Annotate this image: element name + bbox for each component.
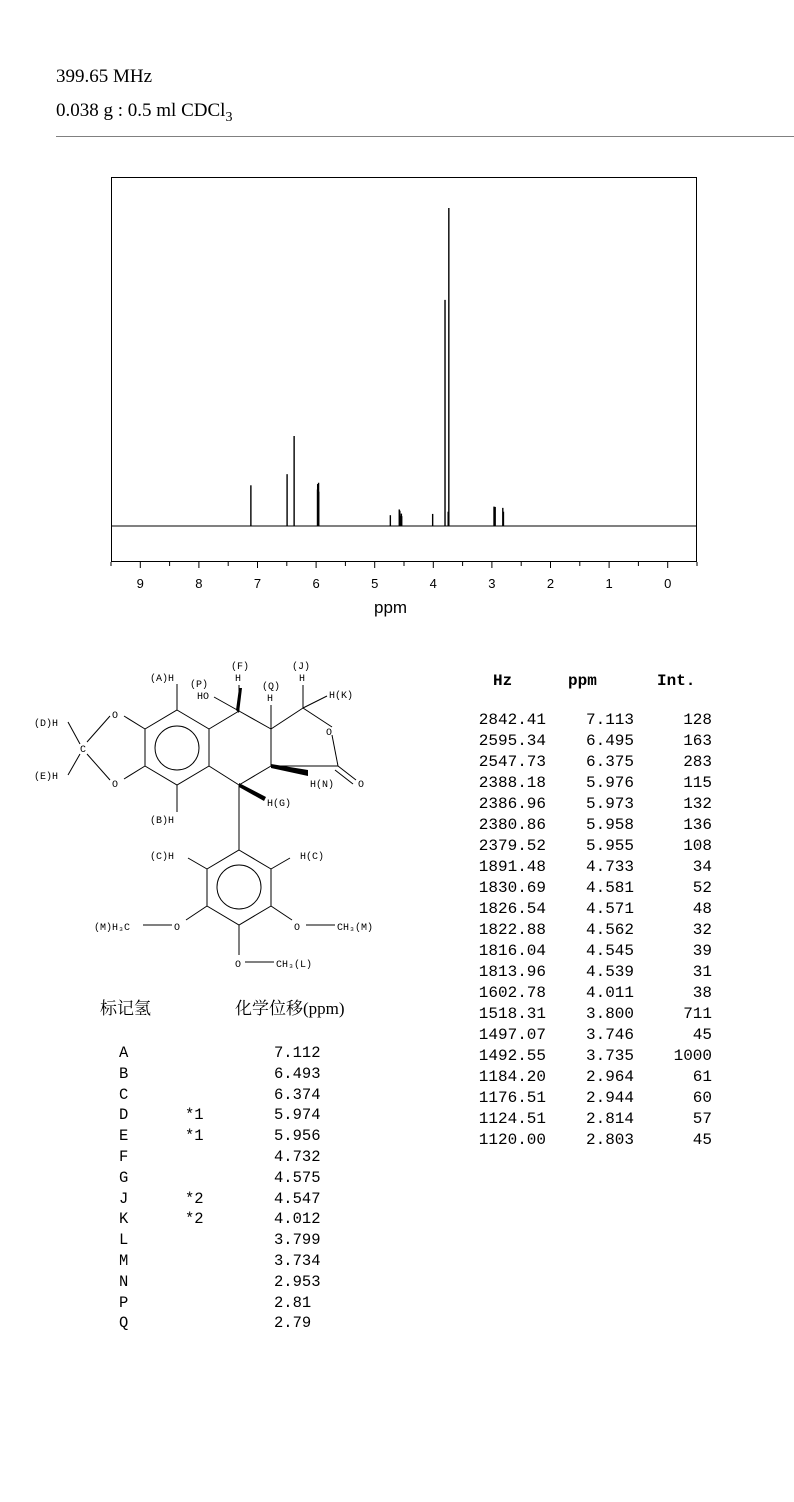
x-tick-label: 1 (605, 576, 613, 591)
peak-table-row (460, 963, 720, 984)
peak-int: 60 (692, 1089, 712, 1107)
peak-hz: 2842.41 (478, 711, 546, 729)
aromatic-circle-top (155, 726, 199, 770)
peak-layer (251, 208, 504, 526)
peak-ppm: 4.545 (585, 942, 634, 960)
assignment-label: N (119, 1272, 129, 1291)
peak-ppm: 3.735 (585, 1047, 634, 1065)
assignment-label: A (119, 1044, 129, 1062)
peak-hz: 1492.55 (478, 1047, 546, 1065)
peak-table-row (460, 984, 720, 1005)
assignment-shift: 7.112 (274, 1044, 321, 1062)
col-header-hz: Hz (493, 672, 513, 690)
peak-hz: 1184.20 (478, 1068, 546, 1086)
assignment-shift: 3.799 (274, 1231, 321, 1250)
peak-ppm: 5.976 (585, 774, 634, 792)
assignment-label: P (119, 1293, 129, 1312)
peak-table-row (460, 1047, 720, 1068)
peak-ppm: 3.800 (585, 1005, 634, 1023)
label-f: (F) (231, 662, 250, 673)
peak-table-row (460, 858, 720, 879)
label-q: (Q) (262, 682, 281, 693)
peak-int: 283 (683, 753, 712, 771)
assignment-shift: 2.81 (274, 1293, 312, 1312)
peak-int: 57 (692, 1110, 712, 1128)
structure-bonds (68, 684, 356, 962)
assignment-note: *2 (185, 1189, 204, 1208)
peak-ppm: 4.733 (585, 858, 634, 876)
peak-int: 38 (692, 984, 712, 1002)
peak-hz: 1891.48 (478, 858, 546, 876)
assignment-shift: 4.547 (274, 1189, 321, 1208)
peak-table-row (460, 1005, 720, 1026)
assignment-shift: 4.575 (274, 1168, 321, 1187)
peak-table-row (460, 1131, 720, 1152)
assignment-shift: 3.734 (274, 1252, 321, 1270)
atom-c: C (80, 745, 87, 756)
label-k: H(K) (329, 691, 354, 702)
peak-hz: 2379.52 (478, 837, 546, 855)
label-ho: HO (197, 692, 210, 703)
chemical-structure (28, 655, 398, 985)
peak-ppm: 2.803 (585, 1131, 634, 1149)
atom-o-1: O (112, 711, 119, 722)
peak-int: 61 (692, 1068, 712, 1086)
assignment-label: J (119, 1189, 129, 1208)
peak-table-row (460, 711, 720, 732)
peak-hz: 1813.96 (478, 963, 546, 981)
label-b: (B)H (150, 816, 175, 827)
col-header-ppm: ppm (568, 672, 597, 690)
x-tick-label: 3 (488, 576, 496, 591)
peak-int: 128 (683, 711, 712, 729)
assignment-label: E (119, 1127, 129, 1146)
peak-hz: 1816.04 (478, 942, 546, 960)
label-q-h: H (267, 694, 274, 705)
peak-hz: 1830.69 (478, 879, 546, 897)
peak-int: 1000 (673, 1047, 712, 1065)
label-n: H(N) (310, 780, 335, 791)
peak-table-row (460, 879, 720, 900)
peak-table-row (460, 1068, 720, 1089)
assignment-label: L (119, 1231, 129, 1250)
peak-hz: 1518.31 (478, 1005, 546, 1023)
peak-ppm: 5.958 (585, 816, 634, 834)
peak-int: 163 (683, 732, 712, 750)
x-tick-label: 9 (136, 576, 144, 591)
label-e: (E)H (34, 772, 59, 783)
peak-table-row (460, 1110, 720, 1131)
peak-ppm: 2.944 (585, 1089, 634, 1107)
assignment-shift: 6.493 (274, 1064, 321, 1083)
peak-int: 136 (683, 816, 712, 834)
assignment-label: G (119, 1168, 129, 1187)
label-m-right: CH₃(M) (337, 923, 374, 934)
peak-hz: 1826.54 (478, 900, 546, 918)
assignment-header-shift: 化学位移(ppm) (235, 999, 345, 1018)
atom-o-left: O (174, 923, 181, 934)
label-m-left: (M)H₃C (94, 923, 131, 934)
peak-ppm: 7.113 (585, 711, 634, 729)
peak-hz: 1176.51 (478, 1089, 546, 1107)
assignment-label: D (119, 1106, 129, 1125)
x-tick-label: 4 (429, 576, 437, 591)
nmr-spectrum-chart (0, 0, 794, 640)
peak-int: 52 (692, 879, 712, 897)
aromatic-circle-bottom (217, 865, 261, 909)
label-j-h: H (299, 674, 306, 685)
peak-hz: 2547.73 (478, 753, 546, 771)
peak-table-row (460, 732, 720, 753)
peak-hz: 1124.51 (478, 1110, 546, 1128)
peak-table-row (460, 816, 720, 837)
x-axis-ticks (111, 562, 697, 591)
peak-table-row (460, 942, 720, 963)
peak-int: 711 (683, 1005, 712, 1023)
peak-ppm: 5.973 (585, 795, 634, 813)
x-tick-label: 5 (371, 576, 379, 591)
peak-hz: 2388.18 (478, 774, 546, 792)
label-g: H(G) (267, 799, 292, 810)
assignment-label: C (119, 1085, 129, 1104)
peak-int: 108 (683, 837, 712, 855)
peak-hz: 1822.88 (478, 921, 546, 939)
assignment-label: B (119, 1064, 129, 1083)
atom-o-right: O (294, 923, 301, 934)
sample-text: 0.038 g : 0.5 ml CDCl (56, 100, 226, 121)
atom-o-ring: O (326, 728, 333, 739)
peak-int: 45 (692, 1026, 712, 1044)
peak-ppm: 4.539 (585, 963, 634, 981)
x-tick-label: 6 (312, 576, 320, 591)
assignment-label: Q (119, 1314, 129, 1333)
peak-ppm: 2.964 (585, 1068, 634, 1086)
peak-table-row (460, 837, 720, 858)
assignment-shift: 5.956 (274, 1127, 321, 1146)
peak-hz: 2380.86 (478, 816, 546, 834)
label-c-right: H(C) (300, 852, 325, 863)
peak-table-row (460, 1089, 720, 1110)
assignment-shift: 6.374 (274, 1085, 321, 1104)
peak-ppm: 4.571 (585, 900, 634, 918)
peak-ppm: 4.581 (585, 879, 634, 897)
col-header-int: Int. (657, 672, 696, 690)
assignment-label: M (119, 1252, 129, 1270)
x-tick-label: 2 (546, 576, 555, 591)
peak-hz: 2386.96 (478, 795, 546, 813)
peak-ppm: 6.375 (585, 753, 634, 771)
assignment-header-label: 标记氢 (100, 999, 151, 1018)
peak-table-row (460, 921, 720, 942)
label-c-left: (C)H (150, 852, 175, 863)
label-f-h: H (235, 674, 242, 685)
peak-int: 132 (683, 795, 712, 813)
plot-frame (112, 178, 697, 562)
x-tick-label: 7 (253, 576, 262, 591)
peak-table-row (460, 753, 720, 774)
peak-ppm: 3.746 (585, 1026, 634, 1044)
assignment-note: *1 (185, 1127, 204, 1146)
peak-ppm: 4.011 (585, 984, 634, 1002)
wedge-bond-g (239, 783, 266, 801)
x-tick-label: 0 (664, 576, 672, 591)
peak-hz: 1497.07 (478, 1026, 546, 1044)
peak-int: 34 (692, 858, 712, 876)
label-p: (P) (190, 680, 209, 691)
spectrometer-frequency: 399.65 MHz (56, 66, 153, 87)
peak-hz: 1602.78 (478, 984, 546, 1002)
peak-ppm: 4.562 (585, 921, 634, 939)
assignment-shift: 2.953 (274, 1272, 321, 1291)
peak-int: 48 (692, 900, 712, 918)
peak-table-row (460, 774, 720, 795)
atom-o-2: O (112, 780, 119, 791)
assignment-shift: 2.79 (274, 1314, 312, 1333)
wedge-bond-f (236, 688, 242, 713)
assignment-shift: 5.974 (274, 1106, 321, 1125)
label-d: (D)H (34, 719, 59, 730)
label-j: (J) (292, 662, 311, 673)
label-a: (A)H (150, 674, 175, 685)
atom-o-bottom: O (235, 960, 242, 971)
peak-table-row (460, 900, 720, 921)
peak-table-row (460, 795, 720, 816)
peak-int: 45 (692, 1131, 712, 1149)
x-axis-label: ppm (374, 598, 408, 617)
peak-hz: 1120.00 (478, 1131, 546, 1149)
peak-table-row (460, 1026, 720, 1047)
assignment-label: K (119, 1210, 129, 1229)
assignment-shift: 4.732 (274, 1148, 321, 1166)
assignment-note: *1 (185, 1106, 204, 1125)
peak-ppm: 6.495 (585, 732, 634, 750)
sample-subscript: 3 (225, 109, 233, 125)
peak-int: 31 (692, 963, 712, 981)
peak-hz: 2595.34 (478, 732, 546, 750)
assignment-shift: 4.012 (274, 1210, 321, 1229)
x-tick-label: 8 (195, 576, 203, 591)
peak-ppm: 2.814 (585, 1110, 634, 1128)
label-l: CH₃(L) (276, 960, 313, 971)
atom-o-carbonyl: O (358, 780, 365, 791)
peak-int: 115 (683, 774, 712, 792)
peak-int: 39 (692, 942, 712, 960)
assignment-label: F (119, 1148, 129, 1166)
peak-int: 32 (692, 921, 712, 939)
peak-ppm: 5.955 (585, 837, 634, 855)
assignment-note: *2 (185, 1210, 204, 1229)
